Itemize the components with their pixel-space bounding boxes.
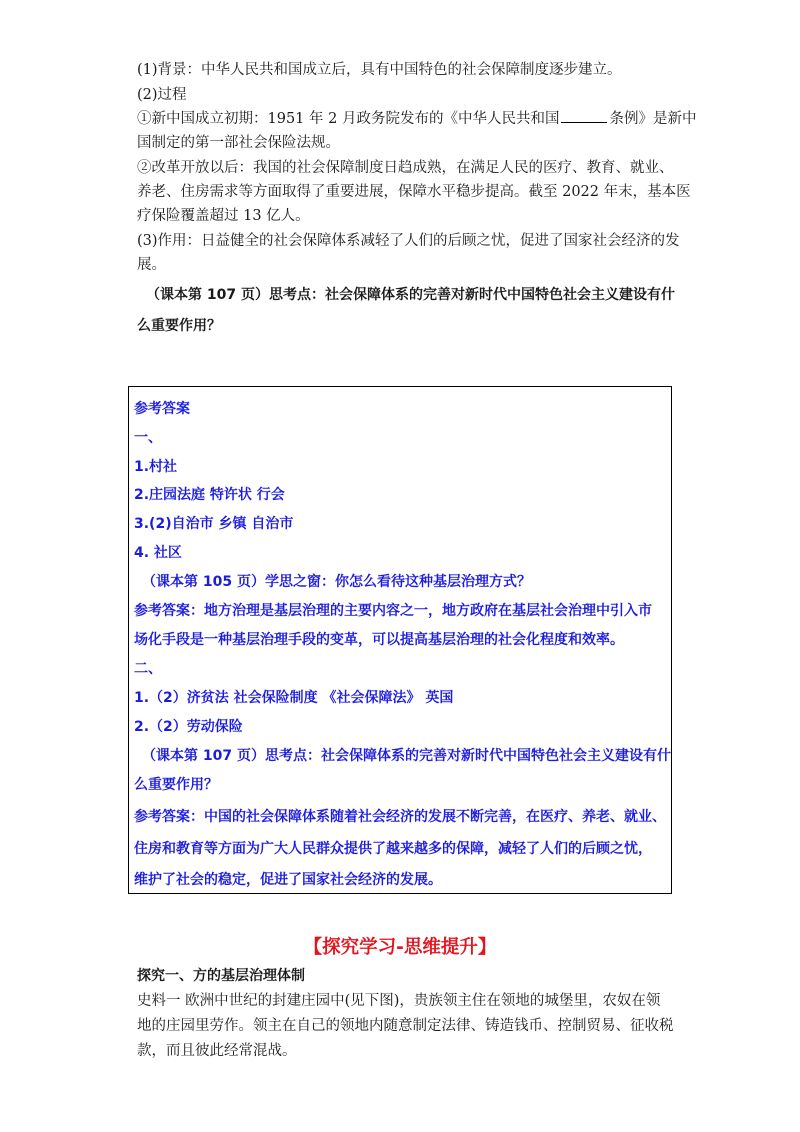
think-point-question-cont: 么重要作用？ bbox=[137, 318, 221, 334]
answer-title: 参考答案 bbox=[134, 401, 190, 417]
explore-heading: 探究一、方的基层治理体制 bbox=[137, 968, 305, 984]
answer-section-1: 一、 bbox=[134, 430, 162, 446]
effect-text-cont: 展。 bbox=[137, 257, 166, 273]
process-label: (2)过程 bbox=[137, 87, 187, 103]
process-item-2-cont2: 疗保险覆盖超过 13 亿人。 bbox=[137, 208, 310, 224]
process-item-2-cont1: 养老、住房需求等方面取得了重要进展，保障水平稳步提高。截至 2022 年末，基本医 bbox=[137, 184, 691, 200]
answer-b2: 2.（2）劳动保险 bbox=[134, 719, 243, 735]
fill-blank bbox=[561, 108, 607, 123]
answer-107-cont2: 维护了社会的稳定，促进了国家社会经济的发展。 bbox=[134, 872, 442, 888]
answer-4: 4. 社区 bbox=[134, 545, 182, 561]
process-item-1-start: ①新中国成立初期：1951 年 2 月政务院发布的《中华人民共和国 bbox=[137, 111, 560, 127]
answer-section-2: 二、 bbox=[134, 661, 162, 677]
answer-105: 参考答案：地方治理是基层治理的主要内容之一，地方政府在基层社会治理中引入市 bbox=[134, 603, 652, 619]
explore-section-title: 【探究学习-思维提升】 bbox=[303, 937, 497, 958]
source-material-1-cont1: 地的庄园里劳作。领主在自己的领地内随意制定法律、铸造钱币、控制贸易、征收税 bbox=[137, 1018, 674, 1034]
think-point-question: （课本第 107 页）思考点：社会保障体系的完善对新时代中国特色社会主义建设有什 bbox=[146, 287, 675, 303]
process-item-2: ②改革开放以后：我国的社会保障制度日趋成熟，在满足人民的医疗、教育、就业、 bbox=[137, 160, 674, 176]
question-107: （课本第 107 页）思考点：社会保障体系的完善对新时代中国特色社会主义建设有什 bbox=[142, 748, 671, 764]
question-105: （课本第 105 页）学思之窗：你怎么看待这种基层治理方式？ bbox=[142, 574, 531, 590]
background-text: (1)背景：中华人民共和国成立后，具有中国特色的社会保障制度逐步建立。 bbox=[137, 62, 622, 78]
answer-3: 3.(2)自治市 乡镇 自治市 bbox=[134, 516, 294, 532]
answer-b1: 1.（2）济贫法 社会保险制度 《社会保障法》 英国 bbox=[134, 690, 454, 706]
process-item-1 bbox=[137, 108, 696, 130]
answer-107-cont1: 住房和教育等方面为广大人民群众提供了越来越多的保障，减轻了人们的后顾之忧， bbox=[134, 841, 652, 857]
source-material-1: 史料一 欧洲中世纪的封建庄园中(见下图)，贵族领主住在领地的城堡里，农奴在领 bbox=[137, 993, 661, 1009]
answer-107: 参考答案：中国的社会保障体系随着社会经济的发展不断完善，在医疗、养老、就业、 bbox=[134, 809, 666, 825]
effect-text: (3)作用：日益健全的社会保障体系减轻了人们的后顾之忧，促进了国家社会经济的发 bbox=[137, 233, 680, 249]
answer-1: 1.村社 bbox=[134, 459, 178, 475]
source-material-1-cont2: 款，而且彼此经常混战。 bbox=[137, 1043, 297, 1059]
process-item-1-end: 条例》是新中 bbox=[609, 111, 697, 127]
process-item-1-cont: 国制定的第一部社会保险法规。 bbox=[137, 135, 340, 151]
question-107-cont: 么重要作用？ bbox=[134, 777, 218, 793]
answer-105-cont: 场化手段是一种基层治理手段的变革，可以提高基层治理的社会化程度和效率。 bbox=[134, 632, 624, 648]
answer-2: 2.庄园法庭 特许状 行会 bbox=[134, 487, 285, 503]
